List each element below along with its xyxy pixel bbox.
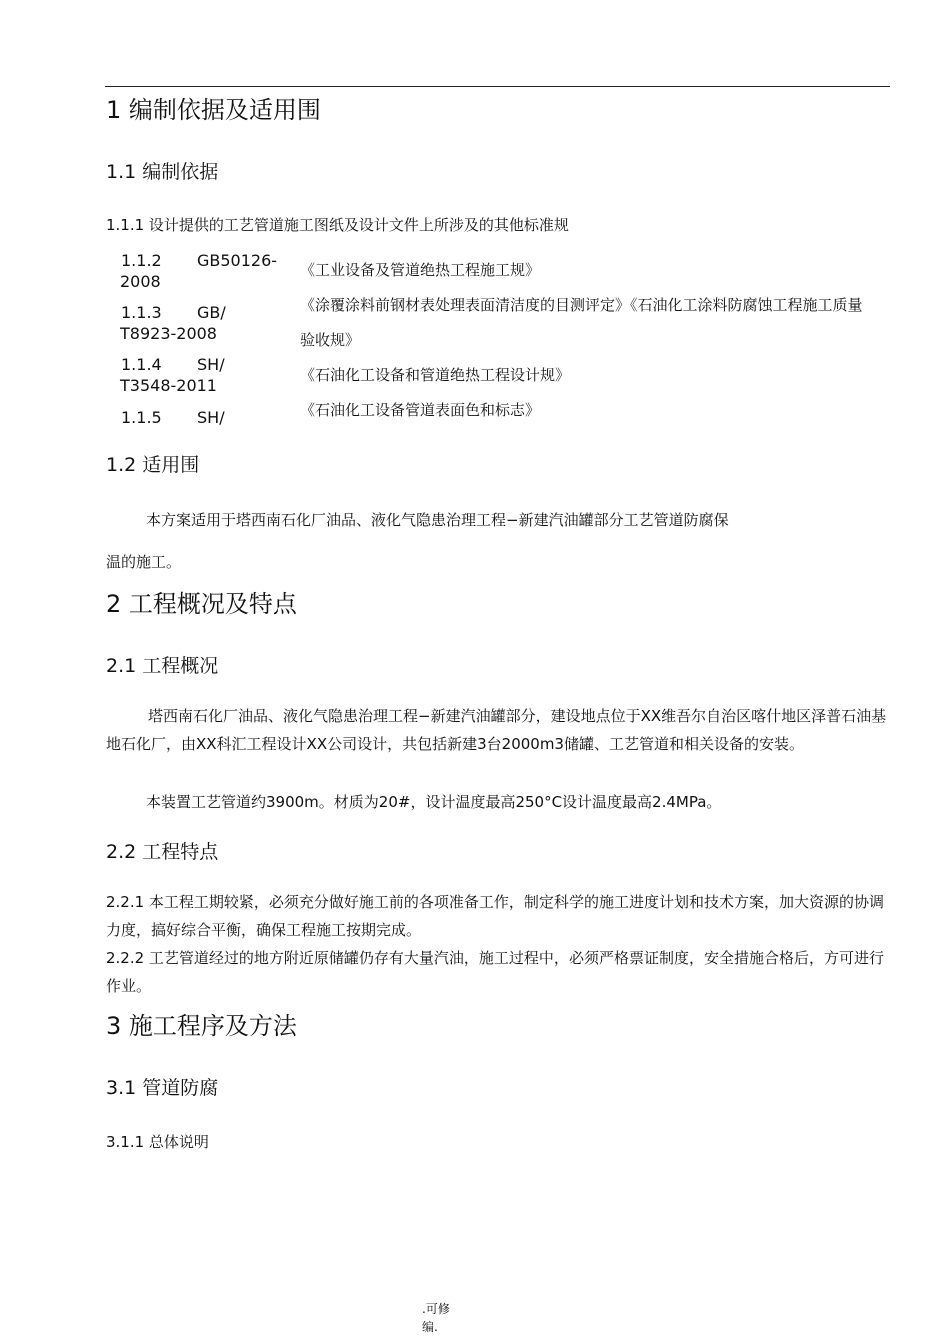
section-3-heading: 3 施工程序及方法	[106, 1012, 297, 1040]
section-2-1-heading: 2.1 工程概况	[106, 655, 219, 677]
section-1-2-text-line2: 温的施工。	[106, 553, 182, 571]
ref-year: T8923-2008	[120, 324, 217, 343]
ref-code: SH/	[197, 355, 225, 374]
section-2-heading: 2 工程概况及特点	[106, 590, 297, 618]
ref-1-1-2-title: 《工业设备及管道绝热工程施工规》	[300, 261, 541, 279]
ref-num: 1.1.5	[121, 408, 162, 427]
ref-num: 1.1.2	[121, 251, 162, 270]
ref-year: T3548-2011	[120, 376, 217, 395]
section-3-1-1-text: 3.1.1 总体说明	[106, 1133, 209, 1151]
ref-1-1-4-title: 《石油化工设备和管道绝热工程设计规》	[300, 366, 571, 384]
section-1-2-text-line1: 本方案适用于塔西南石化厂油品、液化气隐患治理工程−新建汽油罐部分工艺管道防腐保	[146, 511, 729, 529]
ref-1-1-2	[120, 250, 278, 292]
ref-1-1-3	[120, 302, 226, 344]
page-footer	[422, 1300, 450, 1336]
ref-1-1-5-title: 《石油化工设备管道表面色和标志》	[300, 401, 541, 419]
footer-line1: .可修	[422, 1302, 450, 1316]
section-1-2-heading: 1.2 适用围	[106, 454, 200, 476]
section-1-1-1-text: 1.1.1 设计提供的工艺管道施工图纸及设计文件上所涉及的其他标准规	[106, 216, 569, 234]
footer-line2: 编.	[422, 1320, 438, 1334]
section-2-2-item2: 2.2.2 工艺管道经过的地方附近原储罐仍存有大量汽油，施工过程中，必须严格票证制度，安全措施合格后，方可进行作业。	[106, 949, 884, 995]
section-2-1-para1: 塔西南石化厂油品、液化气隐患治理工程−新建汽油罐部分，建设地点位于XX维吾尔自治区喀什地区泽普石油基地石化厂，由XX科汇工程设计XX公司设计，共包括新建3台2000m3储罐、工艺管道和相关设备的安装。	[106, 707, 887, 753]
section-1-heading: 1 编制依据及适用围	[106, 96, 321, 124]
ref-num: 1.1.3	[121, 303, 162, 322]
section-1-1-heading: 1.1 编制依据	[106, 161, 219, 183]
ref-1-1-5	[121, 407, 225, 428]
ref-num: 1.1.4	[121, 355, 162, 374]
ref-1-1-3-title: 《涂覆涂料前钢材表处理表面清洁度的目测评定》《石油化工涂料防腐蚀工程施工质量验收规》	[300, 296, 863, 349]
ref-code: GB/	[197, 303, 226, 322]
ref-code: GB50126-	[197, 251, 278, 270]
header-rule	[105, 86, 890, 87]
section-2-2-item1: 2.2.1 本工程工期较紧，必须充分做好施工前的各项准备工作，制定科学的施工进度计划和技术方案，加大资源的协调力度，搞好综合平衡，确保工程施工按期完成。	[106, 893, 884, 939]
section-2-2-heading: 2.2 工程特点	[106, 841, 219, 863]
ref-year: 2008	[120, 272, 161, 291]
section-3-1-heading: 3.1 管道防腐	[106, 1077, 219, 1099]
ref-code: SH/	[197, 408, 225, 427]
section-2-1-para2: 本装置工艺管道约3900m。材质为20#，设计温度最高250°C设计温度最高2.4MPa。	[146, 793, 722, 811]
ref-1-1-4	[120, 354, 225, 396]
